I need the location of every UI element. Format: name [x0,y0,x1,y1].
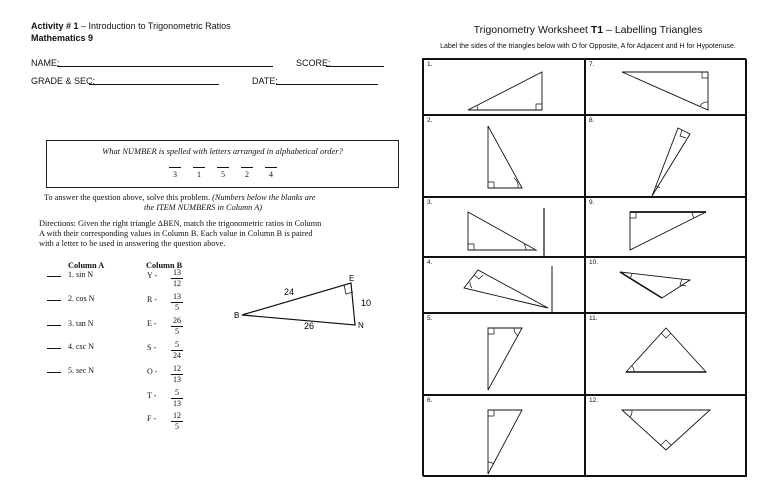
cell-number: 9. [589,199,595,206]
worksheet-title-rest: – Labelling Triangles [603,24,703,36]
score-field[interactable] [326,58,384,67]
triangle-figure [586,258,748,314]
vertex-b-label: B [234,311,240,320]
answer-line[interactable] [47,372,61,373]
grade-field[interactable] [89,76,219,85]
answer-note [44,193,404,203]
cell-number: 6. [427,397,433,404]
triangle-figure [424,314,586,396]
triangle-grid [422,58,746,476]
triangle-cell-5 [423,313,585,395]
cell-number: 1. [427,61,433,68]
cell-number: 8. [589,117,595,124]
column-a-item-label: 1. sin N [68,270,94,279]
column-b-header: Column B [146,261,183,270]
column-b-letter: E - [147,319,157,328]
column-a-header: Column A [68,261,105,270]
triangle-figure [586,396,748,478]
score-label: SCORE: [296,58,331,68]
fraction-denominator: 5 [175,303,179,312]
answer-line[interactable] [47,276,61,277]
question-box [46,140,399,188]
fraction-numerator: 26 [173,316,181,325]
fraction-numerator: 13 [173,292,181,301]
worksheet-title-plain: Trigonometry Worksheet [473,24,591,36]
column-b-letter: Y - [147,271,158,280]
worksheet-instructions: Label the sides of the triangles below with O for Opposite, A for Adjacent and H for Hypotenuse. [440,43,736,50]
fraction-denominator: 13 [173,375,181,384]
triangle-figure [424,198,586,258]
subject-label: Mathematics 9 [31,33,94,43]
date-field[interactable] [276,76,378,85]
cell-number: 4. [427,259,433,266]
fraction-numerator: 12 [173,364,181,373]
cell-number: 7. [589,61,595,68]
triangle-figure [586,116,748,198]
column-a-item-label: 2. cos N [68,294,95,303]
answer-blank[interactable]: 1 [193,167,205,179]
cell-number: 3. [427,199,433,206]
triangle-cell-1 [423,59,585,115]
worksheet-title-bold: T1 [590,24,604,36]
cell-number: 2. [427,117,433,124]
date-label: DATE: [252,76,278,86]
answer-note-italic-2: the ITEM NUMBERS in Column A) [144,203,263,212]
column-a-item [47,342,94,351]
directions-line: A with their corresponding values in Column B. Each value in Column B is paired [39,229,313,238]
triangle-figure [424,396,586,478]
triangle-cell-12 [585,395,747,477]
fraction-denominator: 12 [173,279,181,288]
triangle-cell-3 [423,197,585,257]
directions-line: Directions: Given the right triangle ΔBEN, match the trigonometric ratios in Column [39,219,322,228]
column-b-letter: R - [147,295,157,304]
triangle-ben [242,283,355,325]
answer-blank[interactable]: 3 [169,167,181,179]
fraction-numerator: 5 [175,340,179,349]
name-label: NAME: [31,58,60,68]
answer-note-italic: (Numbers below the blanks are [212,193,316,202]
cell-number: 12. [589,397,599,404]
triangle-cell-2 [423,115,585,197]
column-a-item [47,319,94,328]
column-a-item [47,294,94,303]
fraction-denominator: 13 [173,399,181,408]
triangle-figure [586,314,748,396]
cell-number: 5. [427,315,433,322]
triangle-cell-6 [423,395,585,477]
triangle-cell-9 [585,197,747,257]
answer-blank[interactable]: 2 [241,167,253,179]
triangle-cell-7 [585,59,747,115]
triangle-cell-11 [585,313,747,395]
triangle-ben-diagram [228,270,378,335]
question-text: What NUMBER is spelled with letters arranged in alphabetical order? [102,146,343,156]
vertex-n-label: N [358,321,364,330]
fraction-denominator: 24 [173,351,181,360]
grade-label: GRADE & SEC: [31,76,96,86]
side-be-label: 24 [284,287,295,297]
fraction-denominator: 5 [175,422,179,431]
column-b-letter: O - [147,367,158,376]
vertex-e-label: E [349,274,355,283]
side-en-label: 10 [361,298,372,308]
activity-label: Activity # 1 [31,21,79,31]
activity-title [31,21,231,31]
triangle-cell-8 [585,115,747,197]
fraction-numerator: 12 [173,411,181,420]
answer-note-plain: To answer the question above, solve this problem. [44,193,213,202]
column-a-item-label: 4. csc N [68,342,94,351]
name-field[interactable] [57,58,273,67]
column-b-letter: F - [147,414,157,423]
activity-topic: – Introduction to Trigonometric Ratios [78,21,231,31]
cell-number: 11. [589,315,598,322]
answer-blank[interactable]: 4 [265,167,277,179]
triangle-figure [424,116,586,198]
column-a-item-label: 5. sec N [68,366,94,375]
answer-line[interactable] [47,348,61,349]
cell-number: 10. [589,259,599,266]
answer-line[interactable] [47,325,61,326]
side-bn-label: 26 [304,321,315,331]
column-a-item-label: 3. tan N [68,319,94,328]
column-b-letter: T - [147,391,157,400]
column-a-item [47,366,94,375]
answer-blank[interactable]: 5 [217,167,229,179]
column-a-item [47,270,93,279]
directions-line: with a letter to be used in answering the question above. [39,239,226,248]
triangle-cell-4 [423,257,585,313]
triangle-cell-10 [585,257,747,313]
column-b-letter: S - [147,343,157,352]
answer-line[interactable] [47,300,61,301]
fraction-denominator: 5 [175,327,179,336]
fraction-numerator: 13 [173,268,181,277]
triangle-figure [424,258,586,314]
worksheet-title [420,24,756,36]
triangle-figure [424,60,586,116]
triangle-figure [586,198,748,258]
fraction-numerator: 5 [175,388,179,397]
triangle-figure [586,60,748,116]
